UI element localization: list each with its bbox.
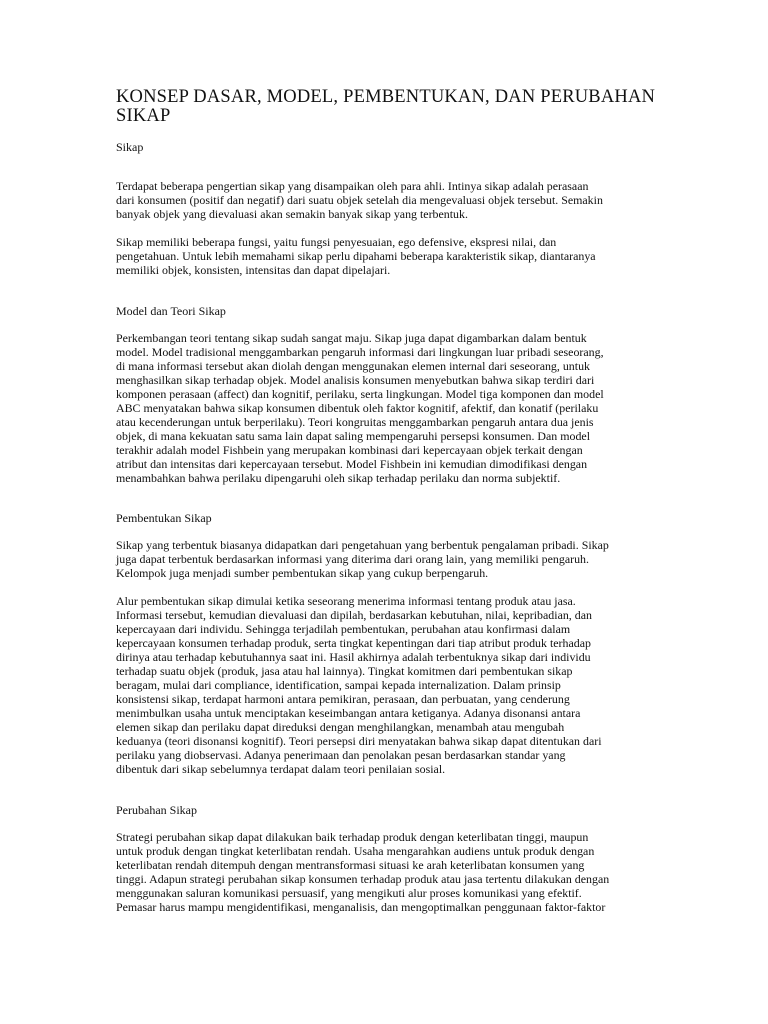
text-line: model. Model tradisional menggambarkan pengaruh informasi dari lingkungan luar pribadi seseorang, <box>116 345 604 359</box>
text-line: Sikap yang terbentuk biasanya didapatkan dari pengetahuan yang berbentuk pengalaman pribadi. Sikap <box>116 538 609 552</box>
text-line: elemen sikap dan perilaku dapat direduksi dengan menghilangkan, menambah atau mengubah <box>116 720 565 734</box>
text-line: Terdapat beberapa pengertian sikap yang disampaikan oleh para ahli. Intinya sikap adalah perasaan <box>116 179 589 193</box>
text-line: menggunakan saluran komunikasi persuasif, yang mengikuti alur proses komunikasi yang efektif. <box>116 886 582 900</box>
section-heading-pembentukan: Pembentukan Sikap <box>116 511 212 525</box>
paragraph <box>116 594 656 776</box>
text-line: komponen perasaan (affect) dan kognitif, perilaku, serta lingkungan. Model tiga komponen dan model <box>116 387 604 401</box>
text-line: Informasi tersebut, kemudian dievaluasi dan dipilah, berdasarkan kebutuhan, nilai, kepribadian, dan <box>116 608 592 622</box>
text-line: memiliki objek, konsisten, intensitas dan dapat dipelajari. <box>116 263 391 277</box>
document-title <box>116 88 656 126</box>
text-line: pengetahuan. Untuk lebih memahami sikap perlu dipahami beberapa karakteristik sikap, diantaranya <box>116 249 596 263</box>
text-line: atribut dan intensitas dari kepercayaan tersebut. Model Fishbein ini kemudian dimodifikasi dengan <box>116 457 588 471</box>
section-heading-sikap: Sikap <box>116 140 144 154</box>
text-line: Strategi perubahan sikap dapat dilakukan baik terhadap produk dengan keterlibatan tinggi, maupun <box>116 830 589 844</box>
text-line: keterlibatan rendah ditempuh dengan mentransformasi situasi ke arah keterlibatan konsumen yang <box>116 858 585 872</box>
title-line: SIKAP <box>116 106 171 126</box>
text-line: konsistensi sikap, terdapat harmoni antara pemikiran, perasaan, dan perbuatan, yang cenderung <box>116 692 570 706</box>
text-line: kepercayaan konsumen terhadap produk, serta tingkat kepentingan dari tiap atribut produk terhadap <box>116 636 591 650</box>
title-line: KONSEP DASAR, MODEL, PEMBENTUKAN, DAN PERUBAHAN <box>116 87 656 107</box>
text-line: menimbulkan usaha untuk menciptakan keseimbangan antara ketiganya. Adanya disonansi antara <box>116 706 581 720</box>
text-line: keduanya (teori disonansi kognitif). Teori persepsi diri menyatakan bahwa sikap dapat ditentukan dari <box>116 734 602 748</box>
paragraph <box>116 538 656 580</box>
text-line: Perkembangan teori tentang sikap sudah sangat maju. Sikap juga dapat digambarkan dalam bentuk <box>116 331 587 345</box>
text-line: beragam, mulai dari compliance, identification, sampai kepada internalization. Dalam prinsip <box>116 678 561 692</box>
text-line: kepercayaan dari individu. Sehingga terjadilah pembentukan, perubahan atau konfirmasi dalam <box>116 622 571 636</box>
text-line: Alur pembentukan sikap dimulai ketika seseorang menerima informasi tentang produk atau jasa. <box>116 594 576 608</box>
text-line: tinggi. Adapun strategi perubahan sikap konsumen terhadap produk atau jasa tertentu dilakukan dengan <box>116 872 610 886</box>
paragraph <box>116 331 656 485</box>
section-heading-model: Model dan Teori Sikap <box>116 304 226 318</box>
text-line: juga dapat terbentuk berdasarkan informasi yang diterima dari orang lain, yang memiliki pengaruh. <box>116 552 589 566</box>
section-heading-perubahan: Perubahan Sikap <box>116 803 197 817</box>
text-line: di mana informasi tersebut akan diolah dengan menggunakan elemen internal dari seseorang, untuk <box>116 359 590 373</box>
text-line: Kelompok juga menjadi sumber pembentukan sikap yang cukup berpengaruh. <box>116 566 489 580</box>
text-line: ABC menyatakan bahwa sikap konsumen dibentuk oleh faktor kognitif, afektif, dan konatif (perilaku <box>116 401 599 415</box>
text-line: menghasilkan sikap terhadap objek. Model analisis konsumen menyebutkan bahwa sikap terdiri dari <box>116 373 595 387</box>
text-line: atau kecenderungan untuk berperilaku). Teori kongruitas menggambarkan pengaruh antara dua jenis <box>116 415 594 429</box>
document-page <box>116 88 656 914</box>
text-line: menambahkan bahwa perilaku dipengaruhi oleh sikap terhadap perilaku dan norma subjektif. <box>116 471 561 485</box>
text-line: banyak objek yang dievaluasi akan semakin banyak sikap yang terbentuk. <box>116 207 468 221</box>
paragraph <box>116 235 656 277</box>
text-line: dibentuk dari sikap sebelumnya terdapat dalam teori penilaian sosial. <box>116 762 446 776</box>
text-line: untuk produk dengan tingkat keterlibatan rendah. Usaha mengarahkan audiens untuk produk dengan <box>116 844 595 858</box>
text-line: perilaku yang diobservasi. Adanya penerimaan dan penolakan pesan berdasarkan standar yang <box>116 748 566 762</box>
text-line: Pemasar harus mampu mengidentifikasi, menganalisis, dan mengoptimalkan penggunaan faktor-faktor <box>116 900 606 914</box>
paragraph <box>116 830 656 914</box>
text-line: dari konsumen (positif dan negatif) dari suatu objek setelah dia mengevaluasi objek tersebut. Semakin <box>116 193 603 207</box>
text-line: terakhir adalah model Fishbein yang merupakan kombinasi dari kepercayaan objek terkait dengan <box>116 443 583 457</box>
paragraph <box>116 179 656 221</box>
text-line: terhadap suatu objek (produk, jasa atau hal lainnya). Tingkat komitmen dari pembentukan sikap <box>116 664 573 678</box>
text-line: dirinya atau terhadap kebutuhannya saat ini. Hasil akhirnya adalah terbentuknya sikap dari individu <box>116 650 591 664</box>
text-line: objek, di mana kekuatan satu sama lain dapat saling mempengaruhi persepsi konsumen. Dan model <box>116 429 591 443</box>
text-line: Sikap memiliki beberapa fungsi, yaitu fungsi penyesuaian, ego defensive, ekspresi nilai, dan <box>116 235 557 249</box>
